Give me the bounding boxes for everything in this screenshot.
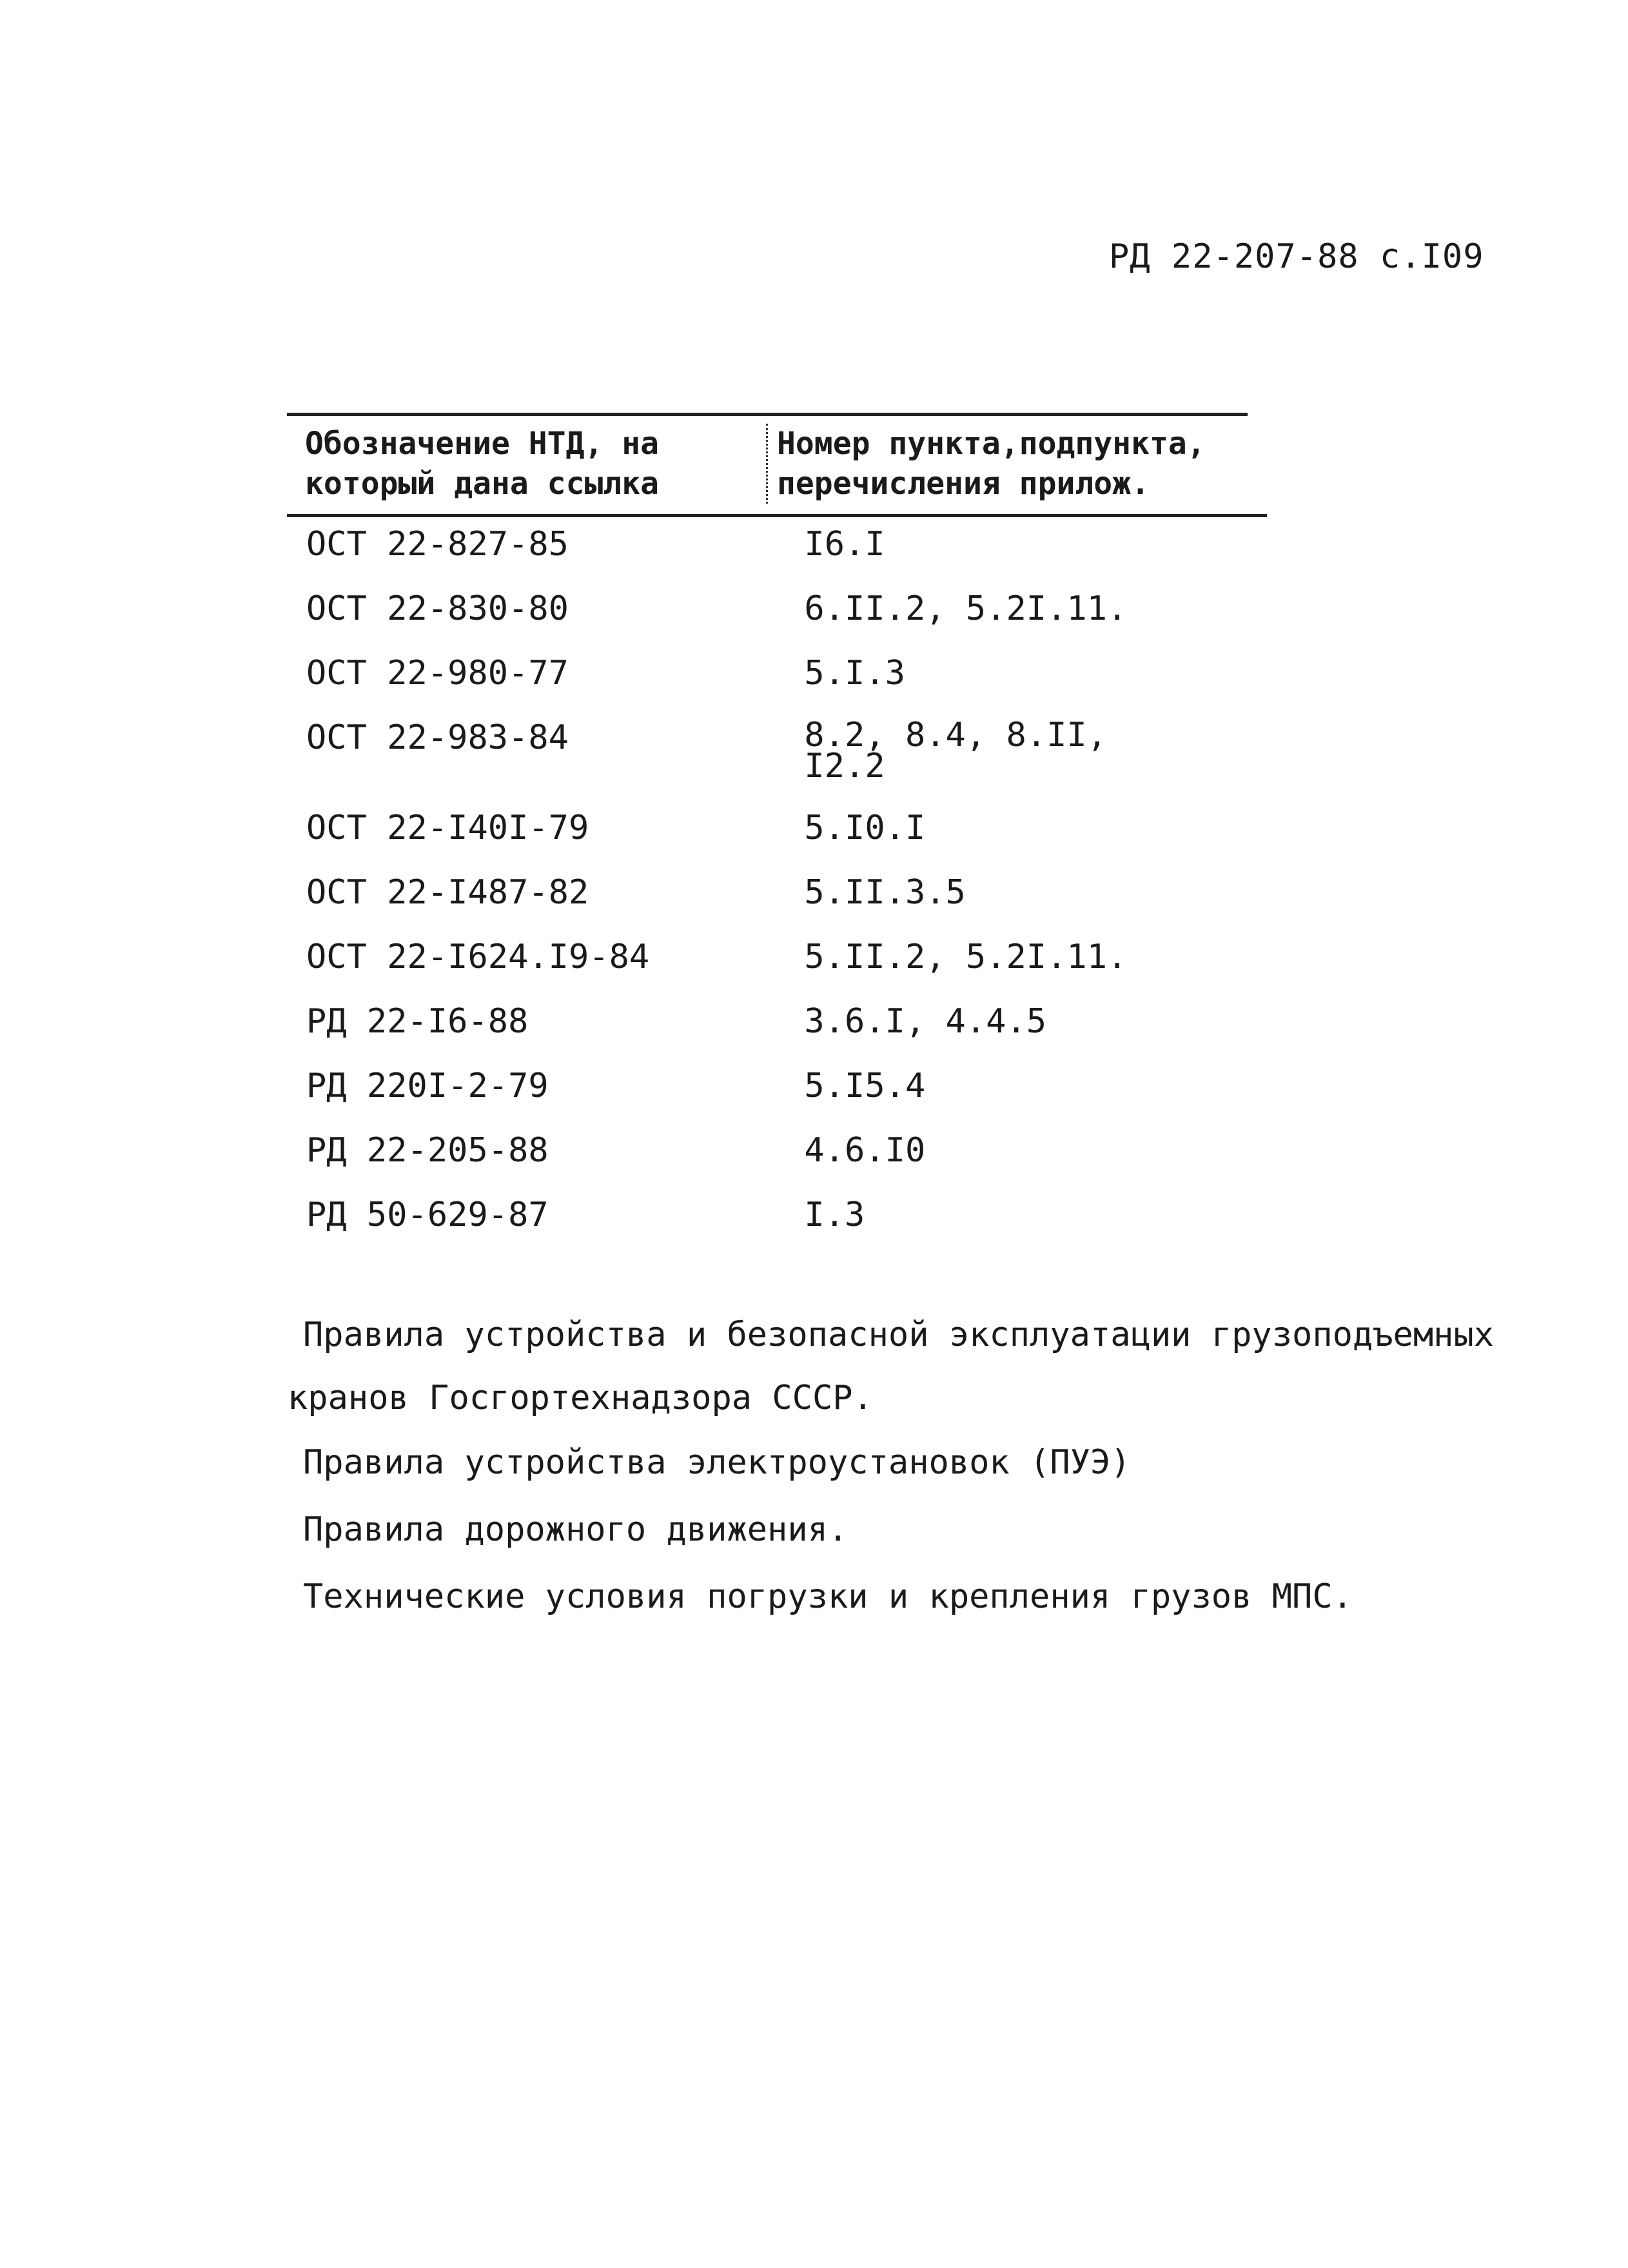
clause-cell: 3.6.I, 4.4.5 [804, 1002, 1047, 1041]
clause-cell: 4.6.I0 [804, 1131, 926, 1170]
table-header-rule [287, 514, 1267, 517]
table-header [287, 416, 1267, 514]
table-row [287, 810, 1267, 846]
table-row [287, 939, 1267, 975]
table-row [287, 591, 1267, 627]
table-row [287, 874, 1267, 911]
designation-cell: ОСТ 22-827-85 [306, 525, 569, 564]
designation-cell: РД 22-I6-88 [306, 1002, 529, 1041]
clause-cell: 6.II.2, 5.2I.11. [804, 589, 1128, 628]
column-header-designation: Обозначение НТД, на который дана ссылка [305, 426, 660, 502]
designation-cell: РД 50-629-87 [306, 1196, 549, 1234]
clause-cell: 5.I.3 [804, 654, 905, 693]
designation-cell: ОСТ 22-I487-82 [306, 873, 589, 912]
additional-references [288, 1316, 1580, 1616]
clause-cell: 5.I5.4 [804, 1067, 926, 1105]
designation-cell: ОСТ 22-983-84 [306, 718, 569, 757]
clause-cell: I.3 [804, 1196, 865, 1234]
clause-cell: 5.II.2, 5.2I.11. [804, 938, 1128, 976]
table-row [287, 526, 1267, 562]
table-row [287, 655, 1267, 691]
reference-note: Правила устройства и безопасной эксплуатации грузоподъемных [303, 1316, 1495, 1354]
designation-cell: РД 22-205-88 [306, 1131, 549, 1170]
table-row [287, 1003, 1267, 1040]
clause-cell: 8.2, 8.4, 8.II, I2.2 [804, 716, 1108, 785]
reference-note: Правила устройства электроустановок (ПУЭ) [303, 1443, 1131, 1482]
table-body [287, 526, 1267, 1233]
clause-cell: I6.I [804, 525, 885, 564]
clause-cell: 5.II.3.5 [804, 873, 966, 912]
clause-cell: 5.I0.I [804, 809, 926, 847]
table-row [287, 1068, 1267, 1104]
designation-cell: ОСТ 22-980-77 [306, 654, 569, 693]
document-code: РД 22-207-88 с.I09 [1109, 237, 1484, 276]
table-row [287, 1197, 1267, 1233]
reference-table [287, 413, 1267, 1261]
designation-cell: ОСТ 22-830-80 [306, 589, 569, 628]
reference-note: Правила дорожного движения. [303, 1510, 848, 1549]
reference-note-continuation: кранов Госгортехнадзора СССР. [288, 1379, 873, 1417]
table-row [287, 1132, 1267, 1169]
column-header-clause: Номер пункта,подпункта, перечисления прилож. [766, 424, 1267, 504]
designation-cell: ОСТ 22-I40I-79 [306, 809, 589, 847]
designation-cell: ОСТ 22-I624.I9-84 [306, 938, 650, 976]
reference-note: Технические условия погрузки и крепления грузов МПС. [303, 1577, 1353, 1616]
designation-cell: РД 220I-2-79 [306, 1067, 549, 1105]
table-row [287, 716, 1267, 785]
